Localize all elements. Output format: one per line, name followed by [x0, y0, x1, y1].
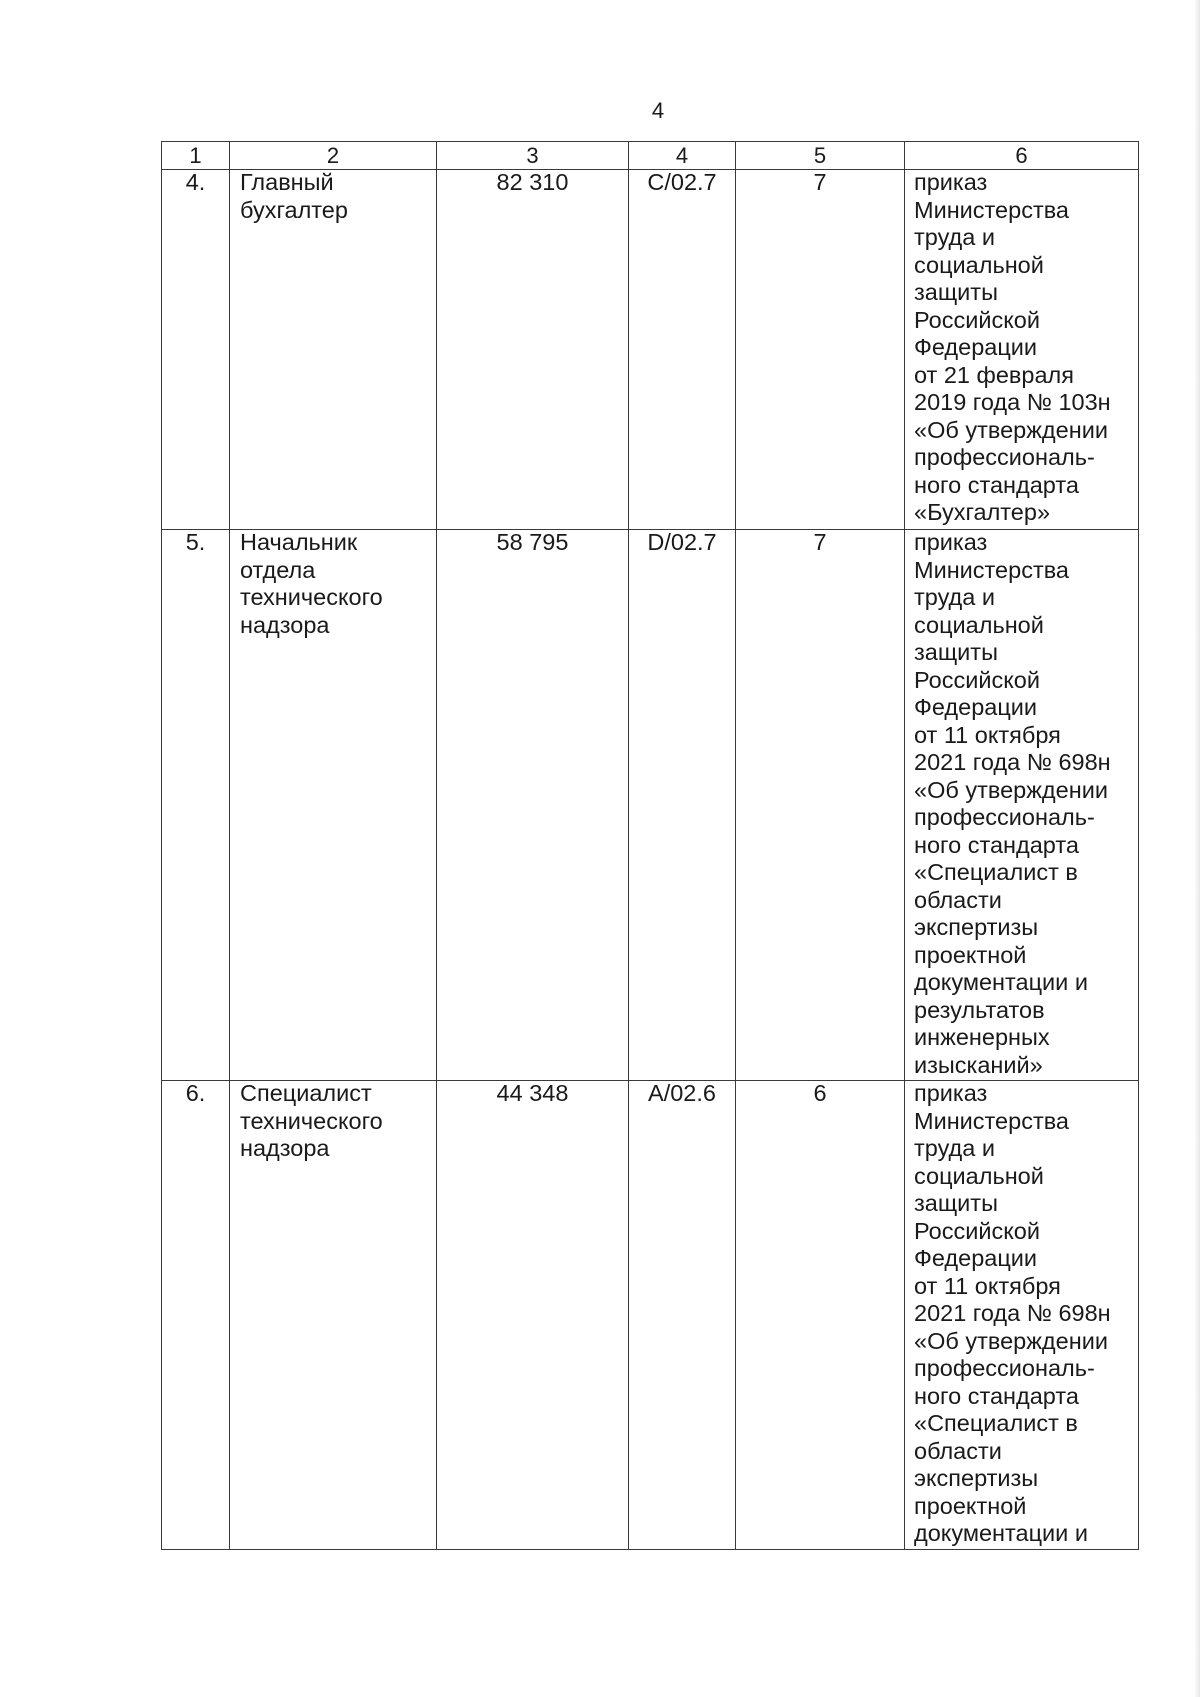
scan-edge-shadow	[1194, 0, 1200, 1697]
legal-act-text	[914, 169, 1136, 527]
act-line: от 11 октября	[914, 721, 1061, 748]
position-line: Главный	[240, 169, 334, 195]
salary-cell	[437, 170, 629, 530]
column-number-4: 4	[629, 142, 736, 170]
row-number-cell	[162, 1081, 230, 1550]
act-line: социальной	[914, 1162, 1044, 1189]
act-line: Министерства	[914, 556, 1069, 583]
act-line: приказ	[914, 529, 988, 555]
row-number: 5.	[185, 529, 206, 555]
act-line: труда и	[914, 1135, 995, 1161]
act-line: Российской	[914, 1217, 1040, 1244]
act-line: Федерации	[914, 694, 1038, 720]
table-header-row	[162, 142, 1139, 170]
column-number-3: 3	[437, 142, 629, 170]
column-number-1: 1	[162, 142, 230, 170]
act-line: экспертизы	[914, 1465, 1039, 1491]
act-line: труда и	[914, 584, 995, 610]
act-line: Министерства	[914, 1107, 1069, 1134]
column-number-6: 6	[905, 142, 1139, 170]
act-line: ного стандарта	[914, 471, 1079, 498]
act-line: приказ	[914, 169, 988, 195]
table-row	[162, 170, 1139, 530]
column-number-5: 5	[736, 142, 905, 170]
position-cell	[230, 530, 437, 1081]
act-line: ного стандарта	[914, 1382, 1079, 1409]
level-cell	[736, 170, 905, 530]
legal-act-text	[914, 1080, 1136, 1548]
position-line: Начальник	[240, 529, 358, 555]
act-line: Российской	[914, 306, 1040, 333]
act-line: Министерства	[914, 196, 1069, 223]
act-line: ного стандарта	[914, 831, 1079, 858]
act-line: профессиональ-	[914, 444, 1095, 470]
act-line: защиты	[914, 639, 998, 665]
level-cell	[736, 1081, 905, 1550]
act-line: «Об утверждении	[914, 1327, 1108, 1354]
position-line: технического	[240, 1107, 383, 1134]
row-number: 6.	[185, 1080, 206, 1106]
code-cell	[629, 1081, 736, 1550]
qualification-level: 7	[813, 529, 827, 555]
act-line: защиты	[914, 279, 998, 305]
page-number: 4	[651, 98, 665, 123]
act-line: документации и	[914, 1520, 1088, 1546]
table-row	[162, 1081, 1139, 1550]
position-cell	[230, 170, 437, 530]
salary-value: 82 310	[496, 169, 569, 195]
act-line: «Об утверждении	[914, 416, 1108, 443]
act-line: экспертизы	[914, 914, 1039, 940]
salary-value: 44 348	[496, 1080, 569, 1106]
act-line: области	[914, 1437, 1002, 1464]
position-title	[240, 529, 436, 639]
act-line: приказ	[914, 1080, 988, 1106]
qualification-level: 6	[813, 1080, 827, 1106]
salary-value: 58 795	[496, 529, 569, 555]
act-line: проектной	[914, 1492, 1027, 1519]
act-line: социальной	[914, 611, 1044, 638]
position-line: бухгалтер	[240, 196, 348, 223]
position-line: надзора	[240, 611, 330, 638]
level-cell	[736, 530, 905, 1081]
act-line: 2021 года № 698н	[914, 749, 1111, 775]
function-code: A/02.6	[648, 1080, 716, 1106]
act-line: 2019 года № 103н	[914, 389, 1111, 415]
legal-act-cell	[905, 1081, 1139, 1550]
act-line: от 11 октября	[914, 1272, 1061, 1299]
staffing-table	[161, 141, 1139, 1550]
position-line: Специалист	[240, 1080, 372, 1106]
act-line: «Бухгалтер»	[914, 499, 1051, 525]
act-line: «Об утверждении	[914, 776, 1108, 803]
row-number: 4.	[185, 169, 206, 195]
act-line: результатов	[914, 996, 1045, 1023]
row-number-cell	[162, 530, 230, 1081]
act-line: инженерных	[914, 1024, 1050, 1050]
act-line: Российской	[914, 666, 1040, 693]
act-line: социальной	[914, 251, 1044, 278]
legal-act-cell	[905, 170, 1139, 530]
act-line: профессиональ-	[914, 804, 1095, 830]
function-code: D/02.7	[647, 529, 717, 555]
legal-act-text	[914, 529, 1136, 1079]
act-line: профессиональ-	[914, 1355, 1095, 1381]
position-title	[240, 169, 436, 224]
position-cell	[230, 1081, 437, 1550]
position-line: надзора	[240, 1135, 330, 1161]
position-title	[240, 1080, 436, 1163]
act-line: документации и	[914, 969, 1088, 995]
act-line: изысканий»	[914, 1051, 1043, 1078]
position-line: отдела	[240, 556, 316, 583]
row-number-cell	[162, 170, 230, 530]
code-cell	[629, 170, 736, 530]
qualification-level: 7	[813, 169, 827, 195]
act-line: «Специалист в	[914, 1410, 1078, 1436]
act-line: «Специалист в	[914, 859, 1078, 885]
legal-act-cell	[905, 530, 1139, 1081]
position-line: технического	[240, 584, 383, 610]
salary-cell	[437, 530, 629, 1081]
act-line: проектной	[914, 941, 1027, 968]
salary-cell	[437, 1081, 629, 1550]
act-line: труда и	[914, 224, 995, 250]
code-cell	[629, 530, 736, 1081]
act-line: от 21 февраля	[914, 361, 1074, 388]
function-code: C/02.7	[647, 169, 717, 195]
table-row	[162, 530, 1139, 1081]
column-number-2: 2	[230, 142, 437, 170]
act-line: 2021 года № 698н	[914, 1300, 1111, 1326]
act-line: защиты	[914, 1190, 998, 1216]
act-line: Федерации	[914, 1245, 1038, 1271]
act-line: Федерации	[914, 334, 1038, 360]
act-line: области	[914, 886, 1002, 913]
